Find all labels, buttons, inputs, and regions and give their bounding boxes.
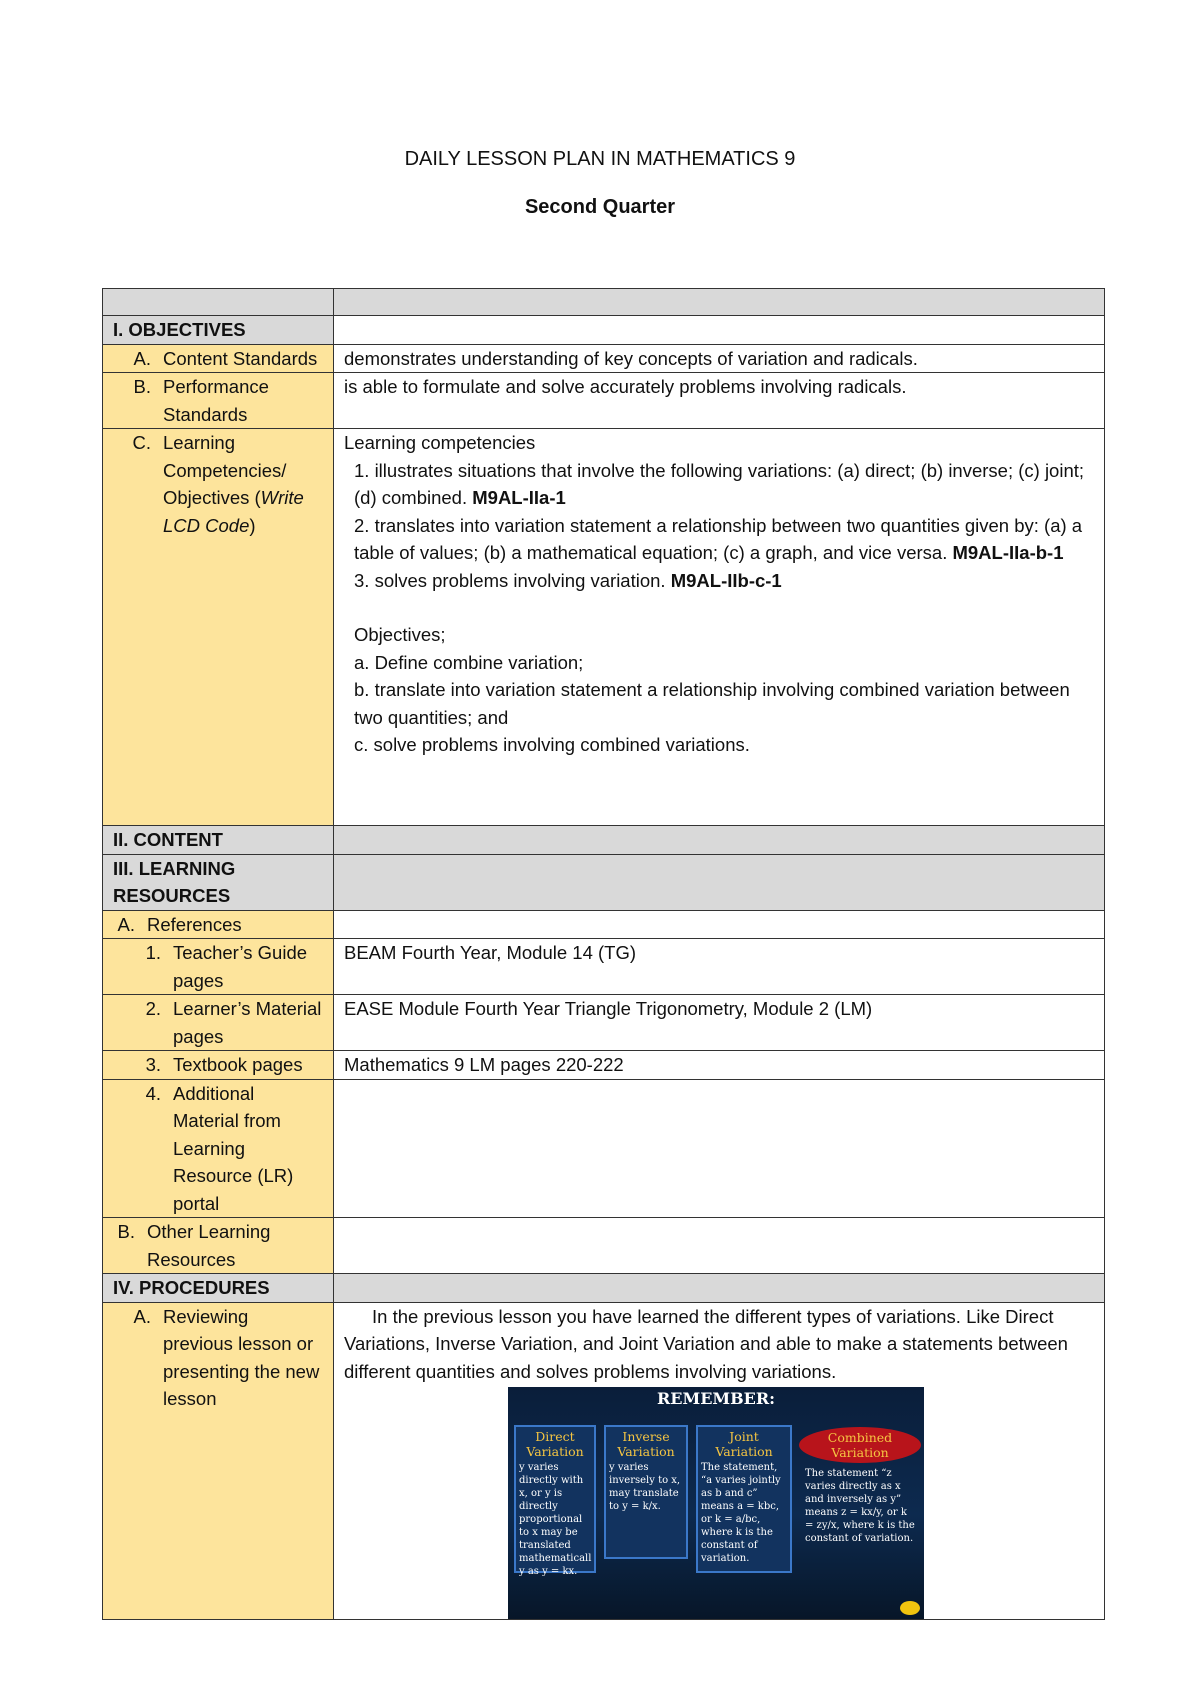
review-row — [103, 1302, 1105, 1620]
resource-row — [103, 1051, 1105, 1080]
objectives-row — [103, 316, 1105, 345]
direct-variation-card: Direct Variation y varies directly with x, or y is directly proportional to x may be translated mathematicall y as y = kx. — [514, 1425, 596, 1573]
other-resources-label: B. Other Learning Resources — [117, 1221, 271, 1270]
review-label: A. Reviewing previous lesson or presenting the new lesson — [133, 1305, 320, 1409]
header-row — [103, 289, 1105, 316]
objectives-subheading: Objectives; — [354, 624, 446, 645]
performance-standards-value: is able to formulate and solve accurately problems involving radicals. — [334, 373, 1105, 429]
review-text: In the previous lesson you have learned the different types of variations. Like Direct Variations, Inverse Variation, and Joint Variation and able to make a statements between different quantities and solves problems involving variations. — [344, 1305, 1068, 1382]
competencies-heading: Learning competencies — [344, 432, 536, 453]
objectives-empty — [334, 316, 1105, 345]
logo-badge-icon — [900, 1601, 920, 1615]
inverse-variation-card: Inverse Variation y varies inversely to x, may translate to y = k/x. — [604, 1425, 688, 1559]
competencies-label: C. Learning Competencies/ Objectives (Write LCD Code) — [132, 432, 304, 536]
content-standards-row — [103, 344, 1105, 373]
resource-value — [334, 1079, 1105, 1218]
resource-label: 3. Textbook pages — [145, 1054, 303, 1075]
resource-label: 1. Teacher’s Guide pages — [145, 942, 308, 991]
objective-item: b. translate into variation statement a relationship involving combined variation between two quantities; and — [354, 679, 1070, 728]
competency-item: 3. solves problems involving variation. M9AL-IIb-c-1 — [354, 569, 782, 591]
resources-row — [103, 854, 1105, 910]
resource-value: Mathematics 9 LM pages 220-222 — [334, 1051, 1105, 1080]
content-row — [103, 826, 1105, 855]
header-cell-left — [103, 289, 334, 316]
lesson-plan-table — [102, 288, 1105, 1620]
other-resources-value — [334, 1218, 1105, 1274]
joint-variation-card: Joint Variation The statement, “a varies jointly as b and c” means a = kbc, or k = a/bc, where k is the constant of variation. — [696, 1425, 792, 1573]
header-cell-right — [334, 289, 1105, 316]
references-row — [103, 910, 1105, 939]
document-title: DAILY LESSON PLAN IN MATHEMATICS 9 — [404, 148, 796, 170]
competencies-row — [103, 429, 1105, 826]
combined-variation-card: Combined Variation The statement “z varies directly as x and inversely as y” means z = kx/y, or k = zy/x, where k is the constant of variation. — [802, 1439, 918, 1625]
content-standards-value: demonstrates understanding of key concepts of variation and radicals. — [334, 344, 1105, 373]
objective-item: a. Define combine variation; — [354, 651, 584, 673]
objectives-heading: I. OBJECTIVES — [103, 316, 334, 345]
procedures-heading: IV. PROCEDURES — [103, 1274, 334, 1303]
other-resources-row — [103, 1218, 1105, 1274]
procedures-row — [103, 1274, 1105, 1303]
resource-row — [103, 995, 1105, 1051]
content-standards-label: A. Content Standards — [133, 347, 318, 369]
performance-standards-label: B. Performance Standards — [133, 376, 269, 425]
resource-row — [103, 939, 1105, 995]
resource-row — [103, 1079, 1105, 1218]
remember-title: REMEMBER: — [656, 1389, 776, 1408]
resource-label: 2. Learner’s Material pages — [145, 998, 322, 1047]
quarter-heading: Second Quarter — [524, 196, 676, 218]
content-heading: II. CONTENT — [103, 826, 334, 855]
performance-standards-row — [103, 373, 1105, 429]
resource-value: BEAM Fourth Year, Module 14 (TG) — [334, 939, 1105, 995]
remember-image — [508, 1387, 924, 1619]
objective-item: c. solve problems involving combined variations. — [354, 734, 750, 755]
resource-value: EASE Module Fourth Year Triangle Trigonometry, Module 2 (LM) — [334, 995, 1105, 1051]
resource-label: 4. Additional Material from Learning Resource (LR) portal — [145, 1082, 294, 1214]
references-label: A. References — [117, 913, 242, 935]
competency-item: 2. translates into variation statement a relationship between two quantities given by: (a) a table of values; (b) a mathematical equation; (c) a graph, and vice versa. M9AL-IIa-b-1 — [354, 514, 1083, 563]
resources-heading: III. LEARNING RESOURCES — [103, 854, 334, 910]
competency-item: 1. illustrates situations that involve the following variations: (a) direct; (b) inverse; (c) joint; (d) combined. M9AL-IIa-1 — [354, 459, 1085, 508]
